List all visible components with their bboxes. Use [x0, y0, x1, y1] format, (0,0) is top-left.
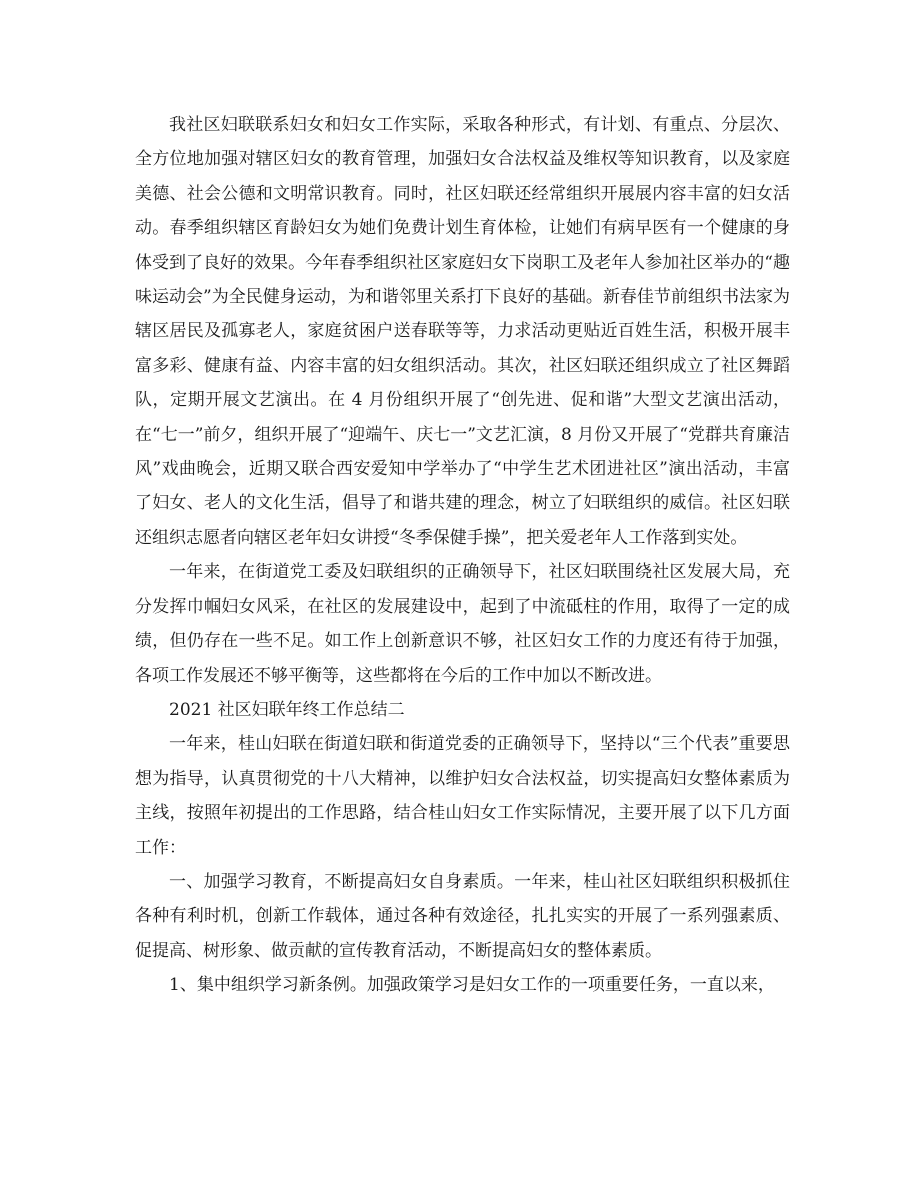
paragraph-activities: 我社区妇联联系妇女和妇女工作实际，采取各种形式，有计划、有重点、分层次、全方位地加强对辖区妇女的教育管理，加强妇女合法权益及维权等知识教育，以及家庭美德、社会公德和文明常识教育。同时，社区妇联还经常组织开展展内容丰富的妇女活动。春季组织辖区育龄妇女为她们免费计划生育体检，让她们有病早医有一个健康的身体受到了良好的效果。今年春季组织社区家庭妇女下岗职工及老年人参加社区举办的“趣味运动会”为全民健身运动，为和谐邻里关系打下良好的基础。新春佳节前组织书法家为辖区居民及孤寡老人，家庭贫困户送春联等等，力求活动更贴近百姓生活，积极开展丰富多彩、健康有益、内容丰富的妇女组织活动。其次，社区妇联还组织成立了社区舞蹈队，定期开展文艺演出。在 4 月份组织开展了“创先进、促和谐”大型文艺演出活动，在“七一”前夕，组织开展了“迎端午、庆七一”文艺汇演，8 月份又开展了“党群共育廉洁风”戏曲晚会，近期又联合西安爱知中学举办了“中学生艺术团进社区”演出活动，丰富了妇女、老人的文化生活，倡导了和谐共建的理念，树立了妇联组织的威信。社区妇联还组织志愿者向辖区老年妇女讲授“冬季保健手操”，把关爱老年人工作落到实处。 [135, 115, 790, 548]
paragraph-summary: 一年来，在街道党工委及妇联组织的正确领导下，社区妇联围绕社区发展大局，充分发挥巾帼妇女风采，在社区的发展建设中，起到了中流砥柱的作用，取得了一定的成绩，但仍存在一些不足。如工作上创新意识不够，社区妇女工作的力度还有待于加强，各项工作发展还不够平衡等，这些都将在今后的工作中加以不断改进。 [135, 562, 790, 686]
document-page [135, 108, 790, 1003]
paragraph-intro: 一年来，桂山妇联在街道妇联和街道党委的正确领导下，坚持以“三个代表”重要思想为指导，认真贯彻党的十八大精神，以维护妇女合法权益，切实提高妇女整体素质为主线，按照年初提出的工作思路，结合桂山妇女工作实际情况，主要开展了以下几方面工作： [135, 734, 790, 858]
paragraph-item-one: 1、集中组织学习新条例。加强政策学习是妇女工作的一项重要任务，一直以来， [169, 975, 775, 996]
paragraph-section-one: 一、加强学习教育，不断提高妇女自身素质。一年来，桂山社区妇联组织积极抓住各种有利时机，创新工作载体，通过各种有效途径，扎扎实实的开展了一系列强素质、促提高、树形象、做贡献的宣传教育活动，不断提高妇女的整体素质。 [135, 871, 790, 961]
section-heading: 2021 社区妇联年终工作总结二 [169, 699, 405, 720]
